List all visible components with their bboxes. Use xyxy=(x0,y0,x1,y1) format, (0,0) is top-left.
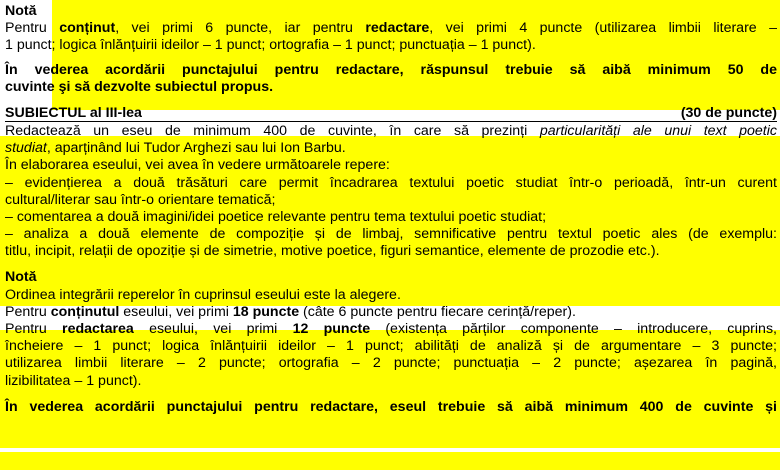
note-bold-line-1: În vederea acordării punctajului pentru redactare, răspunsul trebuie să aibă minimum 50 de xyxy=(5,61,777,78)
subject-title: SUBIECTUL al III-lea xyxy=(5,104,142,121)
note2-title: Notă xyxy=(5,269,37,286)
note-bold-line-2: cuvinte şi să dezvolte subiectul propus. xyxy=(5,78,274,95)
note2-line-3: Pentru redactarea eseului, vei primi 12 puncte (existența părților componente – introducere, cuprins, xyxy=(5,321,777,337)
note2-line-2: Pentru conținutul eseului, vei primi 18 puncte (câte 6 puncte pentru fiecare cerință/reper). xyxy=(5,303,576,320)
subject-line-8: titlu, incipit, relații de opoziție și de simetrie, motive poetice, figuri semantice, elemente de prozodie etc.). xyxy=(5,243,660,260)
subject-line-4: – evidențierea a două trăsături care permit încadrarea textului poetic studiat într-o perioadă, într-un curent xyxy=(5,174,777,191)
note-title: Notă xyxy=(5,3,37,19)
note-content-line-1: Pentru conținut, vei primi 6 puncte, iar pentru redactare, vei primi 4 puncte (utilizarea limbii literare – xyxy=(5,20,777,37)
subject-header xyxy=(5,105,777,122)
document-text xyxy=(5,3,777,416)
subject-line-5: cultural/literar sau într-o orientare tematică; xyxy=(5,191,276,208)
note2-line-4: încheiere – 1 punct; logica înlănțuirii ideilor – 1 punct; abilități de analiză și de argumentare – 3 puncte; xyxy=(5,338,777,355)
note2-line-5: utilizarea limbii literare – 2 puncte; ortografia – 2 puncte; punctuația – 2 puncte; așezarea în pagină, xyxy=(5,355,777,372)
note2-line-6: lizibilitatea – 1 punct). xyxy=(5,372,142,389)
subject-line-1: Redactează un eseu de minimum 400 de cuvinte, în care să prezinți particularități ale unui text poetic xyxy=(5,122,777,139)
subject-line-6: – comentarea a două imagini/idei poetice relevante pentru tema textului poetic studiat; xyxy=(5,208,547,225)
subject-line-2: studiat, aparținând lui Tudor Arghezi sau lui Ion Barbu. xyxy=(5,140,346,157)
note-content-line-2: 1 punct; logica înlănțuirii ideilor – 1 punct; ortografia – 1 punct; punctuația – 1 punct). xyxy=(5,37,536,54)
highlight-block-bottom xyxy=(0,452,780,470)
subject-points: (30 de puncte) xyxy=(680,104,777,121)
note2-bold-last: În vederea acordării punctajului pentru redactare, eseul trebuie să aibă minimum 400 de cuvinte și xyxy=(5,398,777,415)
subject-line-7: – analiza a două elemente de compoziție și de limbaj, semnificative pentru textul poetic ales (de exemplu: xyxy=(5,226,777,243)
subject-line-3: În elaborarea eseului, vei avea în vedere următoarele repere: xyxy=(5,157,390,174)
note2-line-1: Ordinea integrării reperelor în cuprinsul eseului este la alegere. xyxy=(5,286,401,303)
